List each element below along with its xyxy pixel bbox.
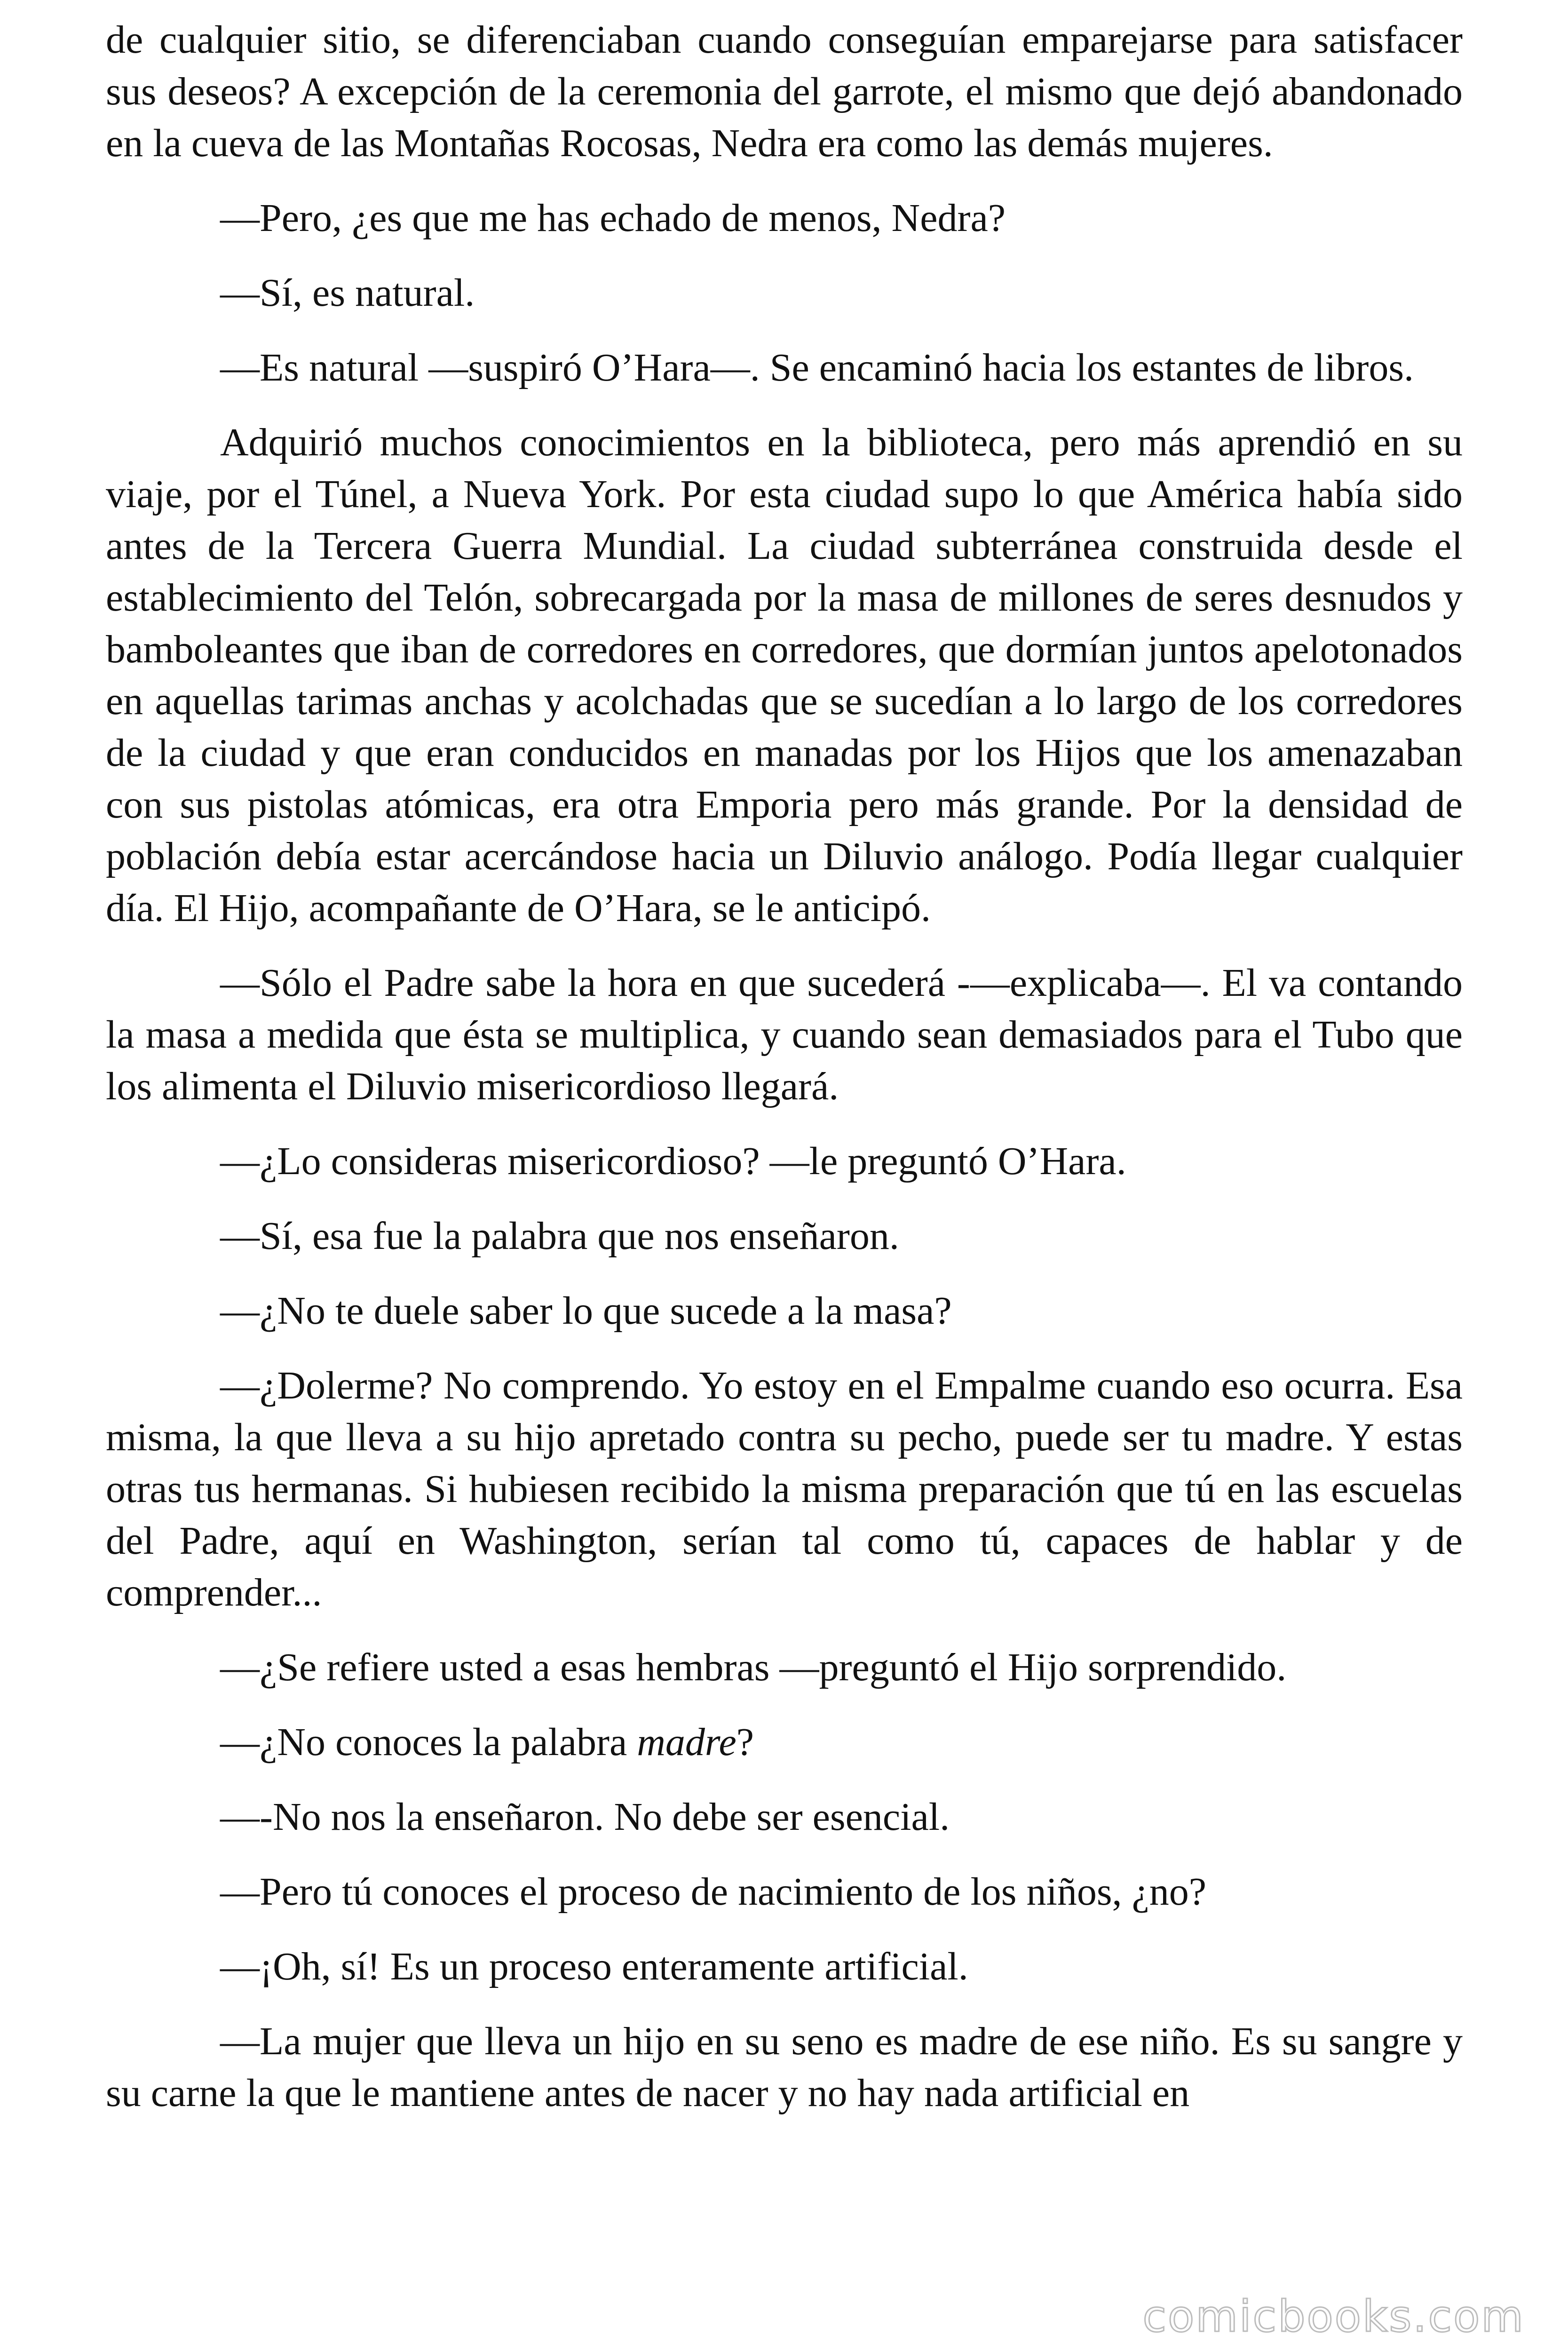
paragraph-3: —Sí, es natural. — [220, 271, 475, 315]
paragraph-16: —La mujer que lleva un hijo en su seno es madre de ese niño. Es su sangre y su carne la que le mantiene antes de nacer y no hay nada artificial en — [106, 2019, 1463, 2115]
paragraph-1: de cualquier sitio, se diferenciaban cuando conseguían emparejarse para satisfacer sus deseos? A excepción de la ceremonia del garrote, el mismo que dejó abandonado en la cueva de las Montañas Rocosas, Nedra era como las demás mujeres. — [106, 18, 1463, 165]
paragraph-14: —Pero tú conoces el proceso de nacimiento de los niños, ¿no? — [220, 1870, 1207, 1914]
paragraph-13: —-No nos la enseñaron. No debe ser esencial. — [220, 1795, 950, 1839]
madre-line-before: —¿No conoces la palabra — [220, 1720, 637, 1764]
paragraph-11: —¿Se refiere usted a esas hembras —preguntó el Hijo sorprendido. — [220, 1645, 1287, 1689]
watermark-logo: comicbooks.com — [1142, 2291, 1525, 2342]
paragraph-5: Adquirió muchos conocimientos en la biblioteca, pero más aprendió en su viaje, por el Túnel, a Nueva York. Por esta ciudad supo lo que América había sido antes de la Tercera Guerra Mundial. La ciudad subterránea construida desde el establecimiento del Telón, sobrecargada por la masa de millones de seres desnudos y bamboleantes que iban de corredores en corredores, que dormían juntos apelotonados en aquellas tarimas anchas y acolchadas que se sucedían a lo largo de los corredores de la ciudad y que eran conducidos en manadas por los Hijos que los amenazaban con sus pistolas atómicas, era otra Emporia pero más grande. Por la densidad de población debía estar acercándose hacia un Diluvio análogo. Podía llegar cualquier día. El Hijo, acompañante de O’Hara, se le anticipó. — [106, 421, 1463, 930]
paragraph-2: —Pero, ¿es que me has echado de menos, Nedra? — [220, 196, 1006, 240]
paragraph-madre — [106, 1716, 1463, 1768]
body-text — [106, 14, 1463, 2119]
paragraph-10: —¿Dolerme? No comprendo. Yo estoy en el Empalme cuando eso ocurra. Esa misma, la que lleva a su hijo apretado contra su pecho, puede ser tu madre. Y estas otras tus hermanas. Si hubiesen recibido la misma preparación que tú en las escuelas del Padre, aquí en Washington, serían tal como tú, capaces de hablar y de comprender... — [106, 1364, 1463, 1614]
madre-italic-word: madre — [637, 1720, 736, 1764]
paragraph-8: —Sí, esa fue la palabra que nos enseñaron. — [220, 1214, 899, 1258]
paragraph-7: —¿Lo consideras misericordioso? —le preguntó O’Hara. — [220, 1139, 1126, 1183]
paragraph-15: —¡Oh, sí! Es un proceso enteramente artificial. — [220, 1945, 968, 1988]
madre-line-after: ? — [736, 1720, 754, 1764]
paragraph-9: —¿No te duele saber lo que sucede a la masa? — [220, 1289, 952, 1333]
paragraph-4: —Es natural —suspiró O’Hara—. Se encaminó hacia los estantes de libros. — [220, 346, 1414, 389]
paragraph-6: —Sólo el Padre sabe la hora en que sucederá -—explicaba—. El va contando la masa a medida que ésta se multiplica, y cuando sean demasiados para el Tubo que los alimenta el Diluvio misericordioso llegará. — [106, 961, 1463, 1108]
